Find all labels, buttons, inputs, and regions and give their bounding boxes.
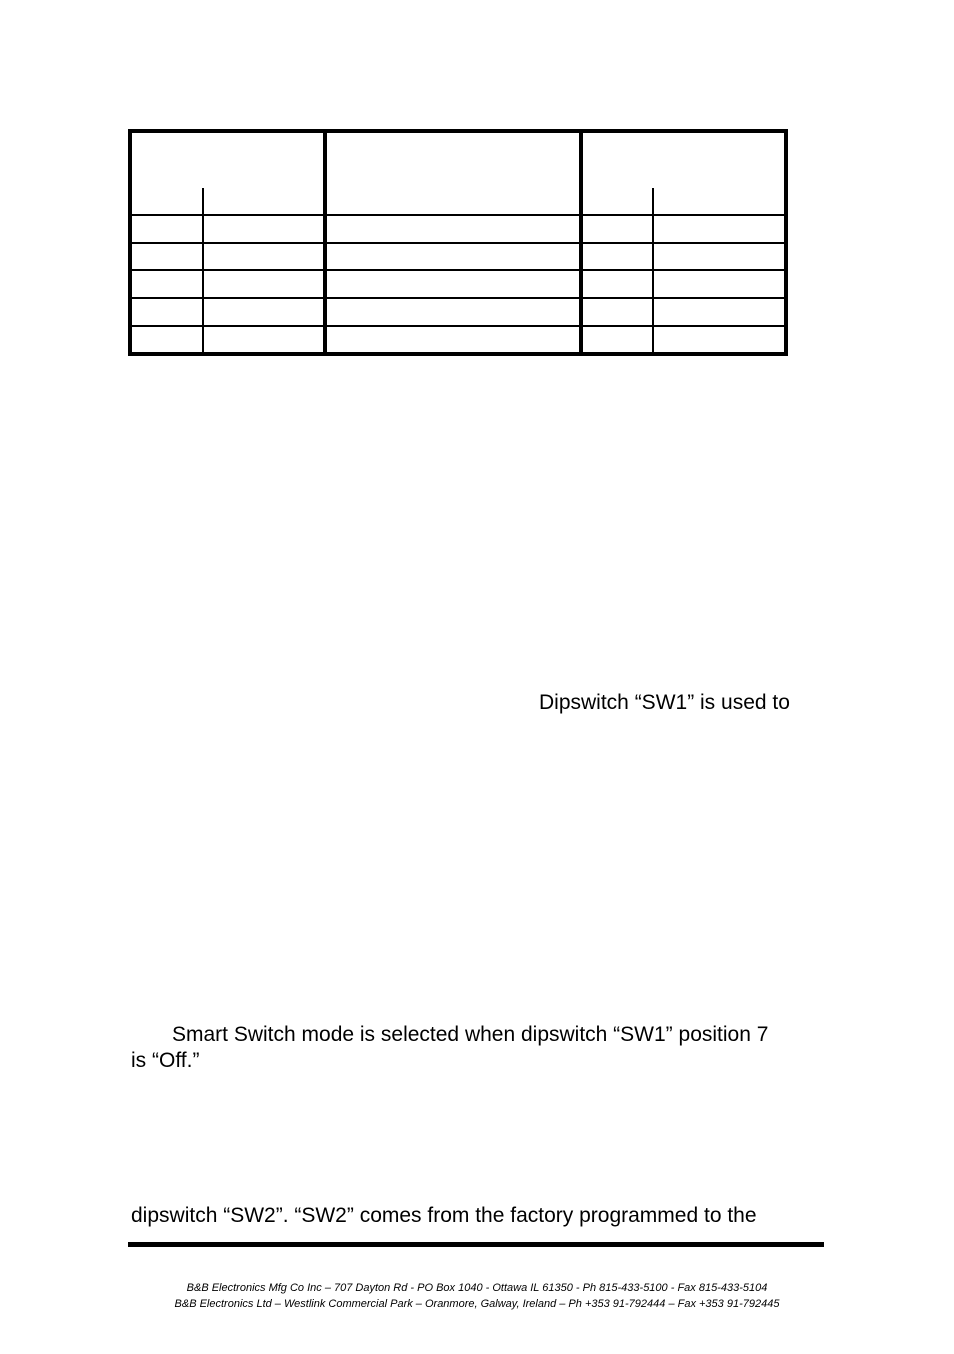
footer-us-address: B&B Electronics Mfg Co Inc – 707 Dayton Rd - PO Box 1040 - Ottawa IL 61350 - Ph 815-433-5100 - Fax 815-433-5104 — [186, 1282, 768, 1294]
body-text-off: is “Off.” — [131, 1049, 200, 1072]
body-text-dipswitch-sw2: dipswitch “SW2”. “SW2” comes from the factory programmed to the — [131, 1204, 757, 1227]
body-text-dipswitch-sw1: Dipswitch “SW1” is used to — [539, 691, 790, 714]
body-text-smart-switch: Smart Switch mode is selected when dipswitch “SW1” position 7 — [172, 1023, 769, 1046]
settings-table — [0, 0, 954, 400]
footer-divider — [128, 1242, 824, 1247]
footer-eu-address: B&B Electronics Ltd – Westlink Commercial Park – Oranmore, Galway, Ireland – Ph +353 91-792444 – Fax +353 91-792445 — [174, 1298, 780, 1310]
